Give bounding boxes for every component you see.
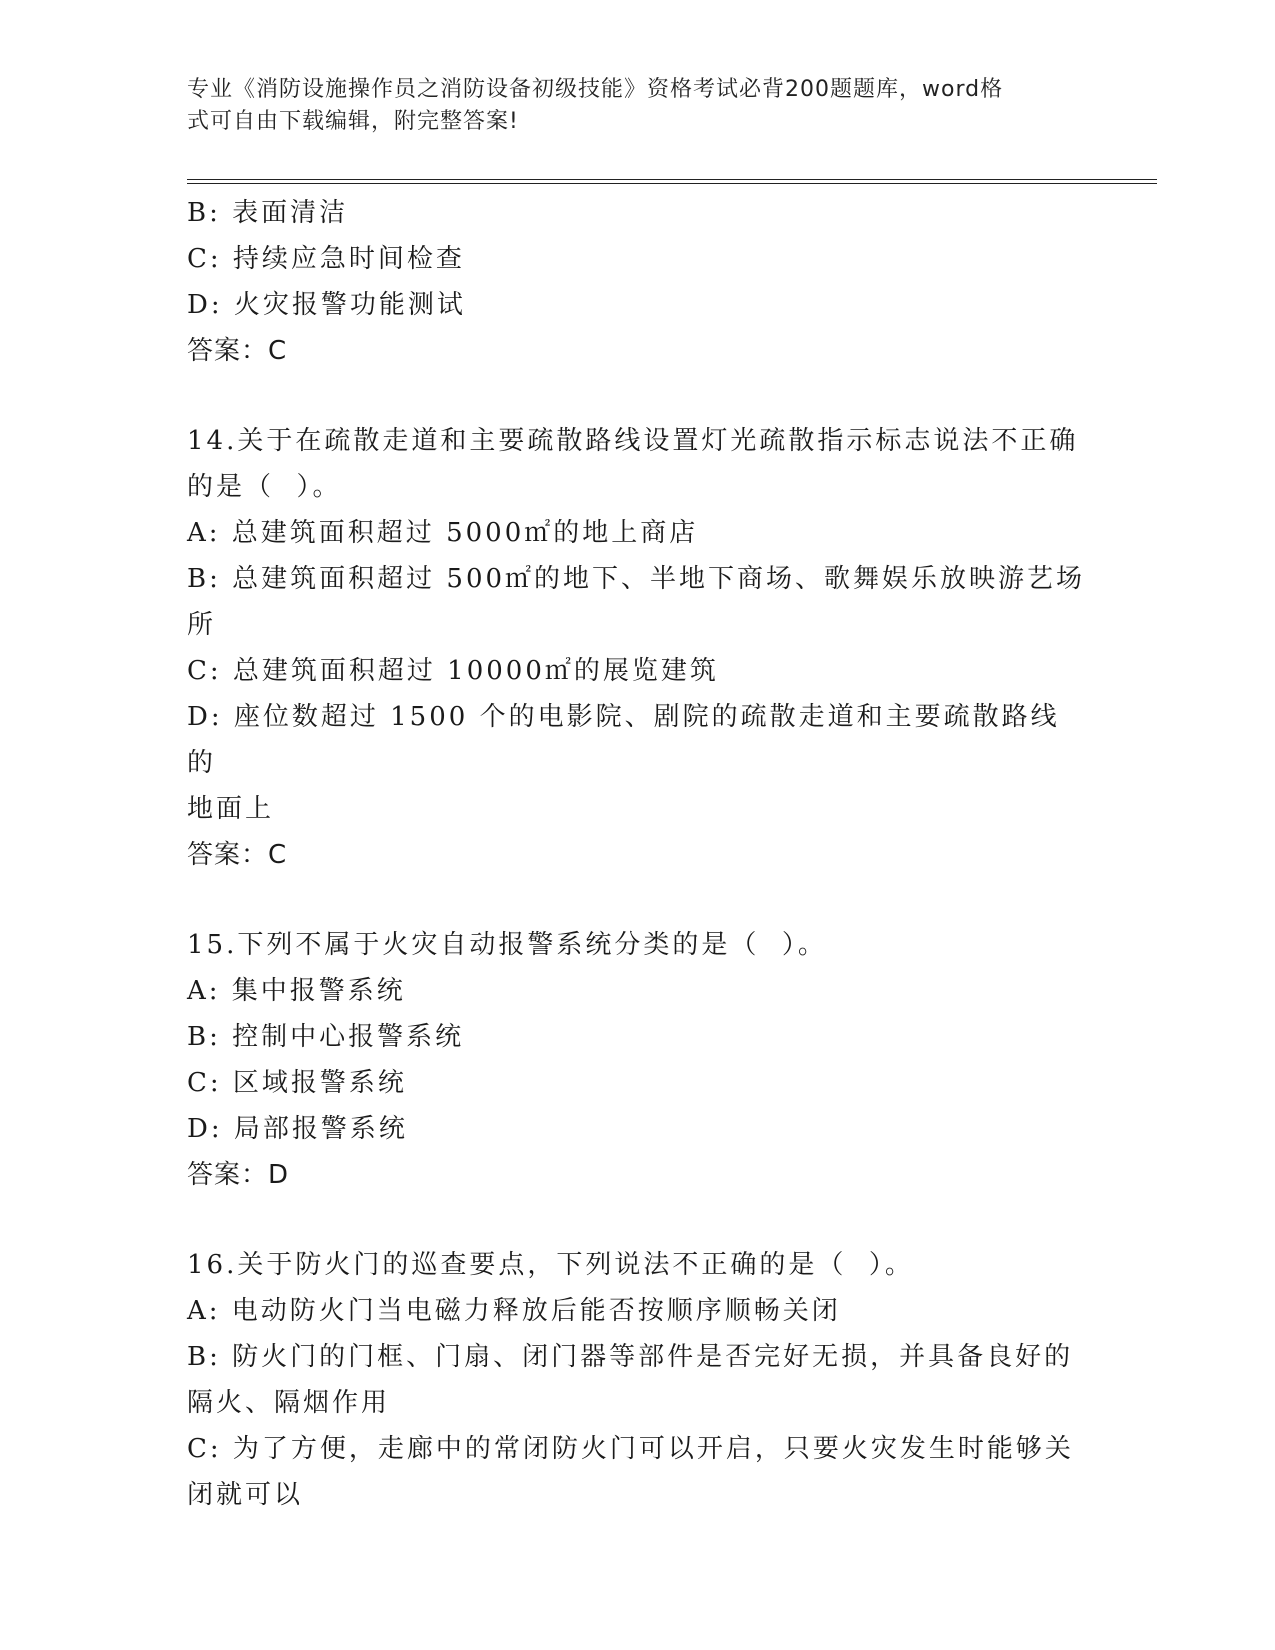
q14-option-d-line-2: 地面上 [187, 794, 275, 824]
header-line-1: 专业《消防设施操作员之消防设备初级技能》资格考试必背200题题库，word格 [187, 77, 1004, 102]
spacer [187, 878, 1087, 922]
header-divider-top [187, 179, 1157, 180]
spacer [187, 1198, 1087, 1242]
q16-option-a: A: 电动防火门当电磁力释放后能否按顺序顺畅关闭 [187, 1296, 841, 1326]
q15-answer: 答案：D [187, 1160, 290, 1190]
header-line-2: 式可自由下载编辑，附完整答案! [187, 109, 519, 134]
q14-option-a: A: 总建筑面积超过 5000㎡的地上商店 [187, 518, 699, 548]
q13-option-c: C: 持续应急时间检查 [187, 244, 465, 274]
question-list [187, 190, 1087, 1518]
question-15 [187, 922, 1087, 1198]
q15-stem: 15.下列不属于火灾自动报警系统分类的是（ ）。 [187, 930, 827, 960]
q13-answer: 答案：C [187, 336, 288, 366]
q14-option-c: C: 总建筑面积超过 10000㎡的展览建筑 [187, 656, 719, 686]
q16-option-b-line-2: 隔火、隔烟作用 [187, 1388, 391, 1418]
q14-option-d-line-1: D: 座位数超过 1500 个的电影院、剧院的疏散走道和主要疏散路线的 [187, 702, 1060, 778]
q13-option-d: D: 火灾报警功能测试 [187, 290, 466, 320]
question-14 [187, 418, 1087, 878]
q16-option-c-line-2: 闭就可以 [187, 1480, 304, 1510]
q15-option-c: C: 区域报警系统 [187, 1068, 407, 1098]
q16-stem: 16.关于防火门的巡查要点，下列说法不正确的是（ ）。 [187, 1250, 914, 1280]
header-divider-bottom [187, 183, 1157, 184]
q14-option-b-line-2: 所 [187, 610, 217, 640]
question-13 [187, 190, 1087, 374]
q16-option-b-line-1: B: 防火门的门框、门扇、闭门器等部件是否完好无损，并具备良好的 [187, 1342, 1074, 1372]
question-16 [187, 1242, 1087, 1518]
q15-option-b: B: 控制中心报警系统 [187, 1022, 465, 1052]
q13-option-b: B: 表面清洁 [187, 198, 349, 228]
q14-option-b-line-1: B: 总建筑面积超过 500㎡的地下、半地下商场、歌舞娱乐放映游艺场 [187, 564, 1086, 594]
document-header [187, 74, 1067, 138]
q14-stem-line-2: 的是（ ）。 [187, 472, 342, 502]
spacer [187, 374, 1087, 418]
q14-stem-line-1: 14.关于在疏散走道和主要疏散路线设置灯光疏散指示标志说法不正确 [187, 426, 1079, 456]
q16-option-c-line-1: C: 为了方便，走廊中的常闭防火门可以开启，只要火灾发生时能够关 [187, 1434, 1074, 1464]
q15-option-d: D: 局部报警系统 [187, 1114, 408, 1144]
q14-answer: 答案：C [187, 840, 288, 870]
q15-option-a: A: 集中报警系统 [187, 976, 406, 1006]
